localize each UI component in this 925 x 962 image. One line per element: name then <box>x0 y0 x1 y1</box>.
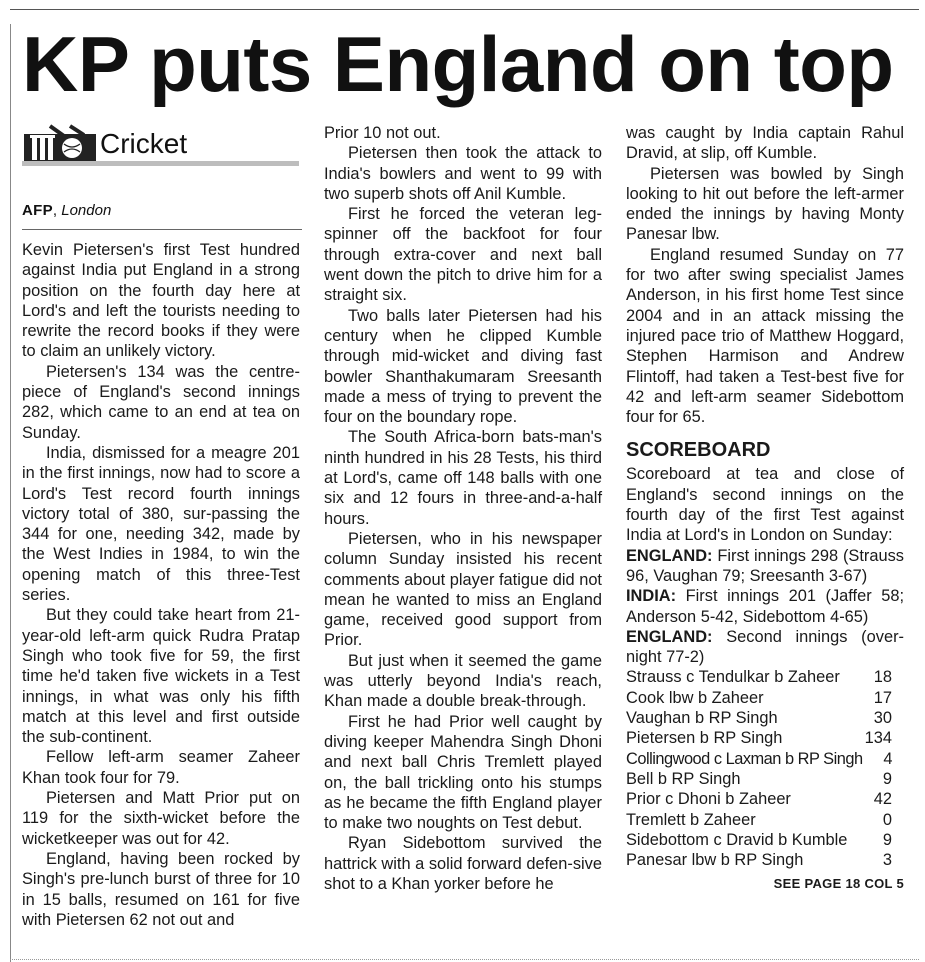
batsman-runs: 17 <box>873 688 892 707</box>
england-first-innings <box>626 546 904 587</box>
article-column-1 <box>22 240 300 930</box>
section-label: Cricket <box>100 128 188 159</box>
paragraph: India, dismissed for a meagre 201 in the first innings, now had to score a Lord's Test record fourth innings victory total of 380, sur-passing the 344 for one, needing 342, made by the West Indies in 1984, to win the opening match of this three-Test series. <box>22 443 300 605</box>
section-header <box>22 120 299 166</box>
batsman-runs: 4 <box>883 749 892 768</box>
batting-row <box>626 789 904 809</box>
paragraph: Two balls later Pietersen had his century when he clipped Kumble through mid-wicket and diving fast bowler Shanthakumaram Sreesanth made a mess of trying to prevent the four on the boundary rope. <box>324 306 602 427</box>
paragraph: Pietersen and Matt Prior put on 119 for the sixth-wicket before the wicketkeeper was out for 42. <box>22 789 300 848</box>
paragraph: was caught by India captain Rahul Dravid, at slip, off Kumble. <box>626 124 904 163</box>
batsman-dismissal: Panesar lbw b RP Singh <box>626 851 804 870</box>
batsman-dismissal: Tremlett b Zaheer <box>626 810 756 829</box>
team-label: INDIA: <box>626 587 677 606</box>
batsman-dismissal: Pietersen b RP Singh <box>626 729 783 748</box>
paragraph: Pietersen, who in his newspaper column Sunday insisted his recent comments about player fatigue did not mean he wanted to miss an England game, received good support from Prior. <box>324 529 602 650</box>
batting-row <box>626 708 904 728</box>
batsman-dismissal: Vaughan b RP Singh <box>626 709 778 728</box>
batsman-runs: 9 <box>882 769 892 788</box>
top-rule <box>10 9 919 10</box>
batting-row <box>626 769 904 789</box>
paragraph: Prior 10 not out. <box>324 124 441 142</box>
batsman-dismissal: Cook lbw b Zaheer <box>626 688 764 707</box>
batting-row <box>626 810 904 830</box>
batting-row <box>626 667 904 687</box>
england-second-innings <box>626 627 904 668</box>
innings-summary: Second innings (over-night 77-2) <box>626 627 904 667</box>
innings-summary: First innings 298 (Strauss 96, Vaughan 79; Sreesanth 3-67) <box>626 546 904 585</box>
batting-row <box>626 688 904 708</box>
paragraph: Fellow left-arm seamer Zaheer Khan took four for 79. <box>22 748 300 787</box>
batsman-runs: 134 <box>864 729 892 748</box>
paragraph: But just when it seemed the game was utterly beyond India's reach, Khan made a double break-through. <box>324 651 602 711</box>
batsman-runs: 18 <box>873 668 892 687</box>
paragraph: Kevin Pietersen's first Test hundred against India put England in a strong position on the fourth day here at Lord's and left the tourists needing to rewrite the record books if they were to claim an unlikely victory. <box>22 241 300 361</box>
batsman-runs: 30 <box>873 709 892 728</box>
paragraph: First he forced the veteran leg-spinner off the backfoot for four through extra-cover and next ball went down the pitch to drive him for a straight six. <box>324 205 602 305</box>
batsman-dismissal: Strauss c Tendulkar b Zaheer <box>626 668 840 687</box>
paragraph: England resumed Sunday on 77 for two after swing specialist James Anderson, in his first home Test since 2004 and in an attack missing the injured pace trio of Matthew Hoggard, Stephen Harmison and Andrew Flintoff, had taken a Test-best five for 42 and left-arm seamer Sidebottom four for 65. <box>626 245 904 427</box>
article-column-3 <box>626 123 904 893</box>
batting-row <box>626 749 904 769</box>
paragraph: England, having been rocked by Singh's pre-lunch burst of three for 10 in 15 balls, resumed on 161 for five with Pietersen 62 not out and <box>22 849 300 929</box>
batting-list <box>626 667 904 870</box>
article-column-2 <box>324 123 602 894</box>
byline-city: London <box>61 202 112 219</box>
batsman-runs: 0 <box>882 810 892 829</box>
batsman-dismissal: Prior c Dhoni b Zaheer <box>626 790 791 809</box>
batting-row <box>626 830 904 850</box>
left-rule <box>10 24 11 962</box>
batsman-dismissal: Collingwood c Laxman b RP Singh <box>626 749 863 768</box>
batsman-runs: 42 <box>873 790 892 809</box>
headline: KP puts England on top <box>22 20 894 108</box>
byline-rule <box>22 229 302 230</box>
team-label: ENGLAND: <box>626 546 713 565</box>
batsman-runs: 3 <box>882 851 892 870</box>
paragraph: First he had Prior well caught by diving keeper Mahendra Singh Dhoni and next ball Chris Tremlett played on, the ball trickling onto his stumps as he became the fifth England player to make two noughts on Test debut. <box>324 712 602 833</box>
team-label: ENGLAND: <box>626 627 713 646</box>
batting-row <box>626 728 904 748</box>
continuation-note: SEE PAGE 18 COL 5 <box>773 876 904 892</box>
byline: AFP, London <box>22 202 112 219</box>
batting-row <box>626 850 904 870</box>
scoreboard-heading: SCOREBOARD <box>626 439 771 462</box>
batsman-runs: 9 <box>882 830 892 849</box>
cricket-bat-ball-icon <box>24 124 96 162</box>
paragraph: Pietersen then took the attack to India's bowlers and went to 99 with two superb shots off Anil Kumble. <box>324 144 602 203</box>
paragraph: Pietersen's 134 was the centre-piece of England's second innings 282, which came to an end at tea on Sunday. <box>22 362 300 442</box>
paragraph: But they could take heart from 21-year-old left-arm quick Rudra Pratap Singh who took five for 59, the first time he'd taken five wickets in a Test innings, in what was only his fifth match at this level and first outside the sub-continent. <box>22 606 300 747</box>
section-underline <box>22 161 299 166</box>
paragraph: Pietersen was bowled by Singh looking to hit out before the left-armer ended the innings by having Monty Panesar lbw. <box>626 164 904 244</box>
batsman-dismissal: Bell b RP Singh <box>626 769 741 788</box>
scoreboard-intro: Scoreboard at tea and close of England's second innings on the fourth day of the first Test against India at Lord's in London on Sunday: <box>626 465 904 545</box>
innings-summary: First innings 201 (Jaffer 58; Anderson 5-42, Sidebottom 4-65) <box>626 587 904 626</box>
byline-agency: AFP <box>22 202 53 219</box>
india-first-innings <box>626 586 904 627</box>
paragraph: Ryan Sidebottom survived the hattrick with a solid forward defen-sive shot to a Khan yorker before he <box>324 834 602 893</box>
bottom-rule <box>10 959 919 960</box>
paragraph: The South Africa-born bats-man's ninth hundred in his 28 Tests, his third at Lord's, came off 148 balls with one six and 12 fours in three-and-a-half hours. <box>324 428 602 528</box>
batsman-dismissal: Sidebottom c Dravid b Kumble <box>626 830 848 849</box>
